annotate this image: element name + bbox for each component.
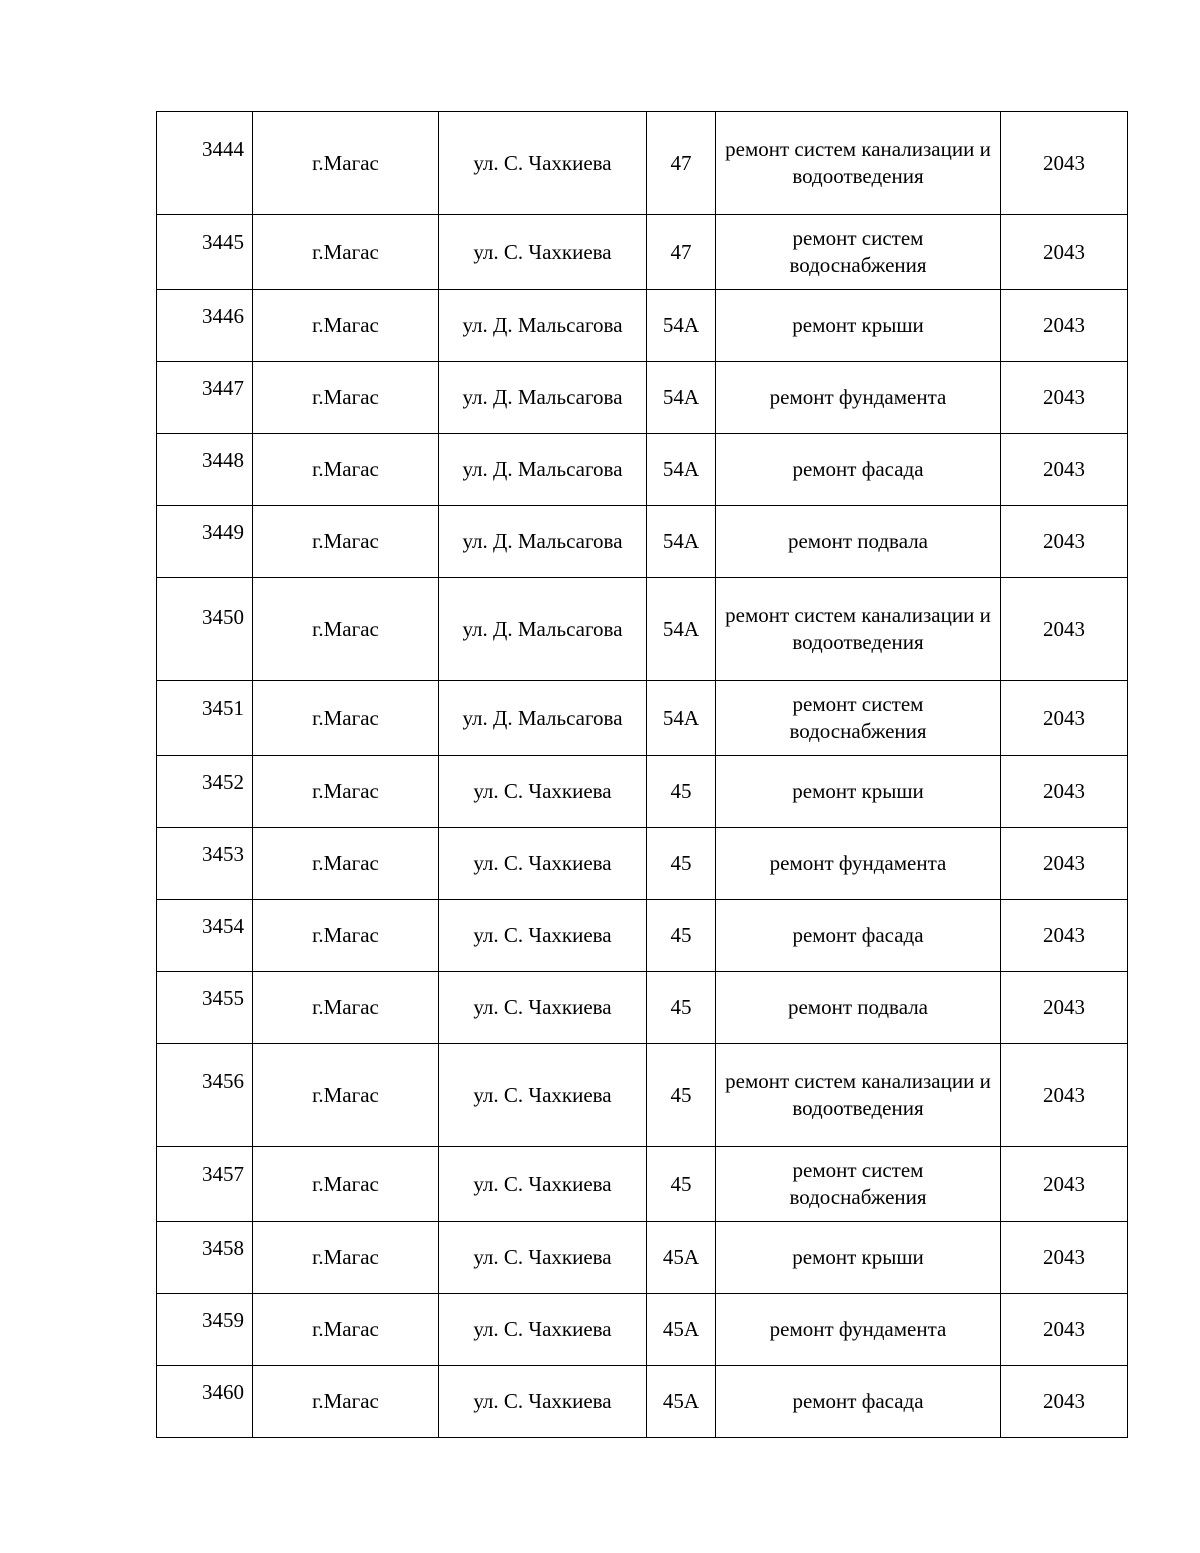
house-cell: 47 xyxy=(647,112,716,215)
table-row xyxy=(157,900,1128,972)
row-number: 3459 xyxy=(157,1294,253,1366)
row-number: 3456 xyxy=(157,1044,253,1147)
work-type-cell: ремонт систем канализации и водоотведения xyxy=(716,112,1001,215)
row-number: 3446 xyxy=(157,290,253,362)
house-cell: 45А xyxy=(647,1222,716,1294)
street-cell: ул. С. Чахкиева xyxy=(439,1366,647,1438)
street-cell: ул. С. Чахкиева xyxy=(439,1222,647,1294)
year-cell: 2043 xyxy=(1001,215,1128,290)
city-cell: г.Магас xyxy=(253,215,439,290)
work-type-cell: ремонт подвала xyxy=(716,972,1001,1044)
work-type-cell: ремонт фундамента xyxy=(716,1294,1001,1366)
city-cell: г.Магас xyxy=(253,362,439,434)
house-cell: 54А xyxy=(647,578,716,681)
year-cell: 2043 xyxy=(1001,1044,1128,1147)
row-number: 3448 xyxy=(157,434,253,506)
city-cell: г.Магас xyxy=(253,828,439,900)
year-cell: 2043 xyxy=(1001,756,1128,828)
house-cell: 54А xyxy=(647,434,716,506)
table-body xyxy=(157,112,1128,1438)
year-cell: 2043 xyxy=(1001,362,1128,434)
table-row xyxy=(157,434,1128,506)
year-cell: 2043 xyxy=(1001,1366,1128,1438)
street-cell: ул. С. Чахкиева xyxy=(439,756,647,828)
row-number: 3457 xyxy=(157,1147,253,1222)
table-row xyxy=(157,1294,1128,1366)
work-type-cell: ремонт фасада xyxy=(716,1366,1001,1438)
table-row xyxy=(157,362,1128,434)
year-cell: 2043 xyxy=(1001,578,1128,681)
table-row xyxy=(157,1044,1128,1147)
city-cell: г.Магас xyxy=(253,681,439,756)
street-cell: ул. С. Чахкиева xyxy=(439,972,647,1044)
row-number: 3447 xyxy=(157,362,253,434)
table-row xyxy=(157,828,1128,900)
street-cell: ул. Д. Мальсагова xyxy=(439,362,647,434)
city-cell: г.Магас xyxy=(253,506,439,578)
street-cell: ул. Д. Мальсагова xyxy=(439,434,647,506)
work-type-cell: ремонт фундамента xyxy=(716,362,1001,434)
work-type-cell: ремонт крыши xyxy=(716,756,1001,828)
house-cell: 54А xyxy=(647,506,716,578)
work-type-cell: ремонт фасада xyxy=(716,434,1001,506)
row-number: 3455 xyxy=(157,972,253,1044)
house-cell: 54А xyxy=(647,290,716,362)
city-cell: г.Магас xyxy=(253,1222,439,1294)
city-cell: г.Магас xyxy=(253,112,439,215)
table-row xyxy=(157,681,1128,756)
row-number: 3458 xyxy=(157,1222,253,1294)
house-cell: 45 xyxy=(647,1147,716,1222)
work-type-cell: ремонт систем водоснабжения xyxy=(716,215,1001,290)
city-cell: г.Магас xyxy=(253,1147,439,1222)
row-number: 3452 xyxy=(157,756,253,828)
year-cell: 2043 xyxy=(1001,434,1128,506)
street-cell: ул. Д. Мальсагова xyxy=(439,290,647,362)
work-type-cell: ремонт крыши xyxy=(716,1222,1001,1294)
work-type-cell: ремонт систем канализации и водоотведения xyxy=(716,1044,1001,1147)
house-cell: 45 xyxy=(647,756,716,828)
city-cell: г.Магас xyxy=(253,1366,439,1438)
house-cell: 45 xyxy=(647,972,716,1044)
row-number: 3444 xyxy=(157,112,253,215)
row-number: 3449 xyxy=(157,506,253,578)
table-row xyxy=(157,1366,1128,1438)
work-type-cell: ремонт фундамента xyxy=(716,828,1001,900)
year-cell: 2043 xyxy=(1001,112,1128,215)
street-cell: ул. С. Чахкиева xyxy=(439,900,647,972)
row-number: 3453 xyxy=(157,828,253,900)
city-cell: г.Магас xyxy=(253,756,439,828)
work-type-cell: ремонт крыши xyxy=(716,290,1001,362)
work-type-cell: ремонт систем водоснабжения xyxy=(716,1147,1001,1222)
table-row xyxy=(157,756,1128,828)
repair-schedule-table xyxy=(156,111,1128,1438)
house-cell: 45 xyxy=(647,828,716,900)
table-row xyxy=(157,506,1128,578)
row-number: 3454 xyxy=(157,900,253,972)
year-cell: 2043 xyxy=(1001,972,1128,1044)
house-cell: 45А xyxy=(647,1294,716,1366)
year-cell: 2043 xyxy=(1001,506,1128,578)
house-cell: 45 xyxy=(647,1044,716,1147)
table-row xyxy=(157,112,1128,215)
year-cell: 2043 xyxy=(1001,1294,1128,1366)
house-cell: 45А xyxy=(647,1366,716,1438)
table-row xyxy=(157,578,1128,681)
street-cell: ул. Д. Мальсагова xyxy=(439,506,647,578)
row-number: 3450 xyxy=(157,578,253,681)
table-row xyxy=(157,290,1128,362)
year-cell: 2043 xyxy=(1001,290,1128,362)
year-cell: 2043 xyxy=(1001,681,1128,756)
row-number: 3445 xyxy=(157,215,253,290)
city-cell: г.Магас xyxy=(253,1044,439,1147)
year-cell: 2043 xyxy=(1001,1222,1128,1294)
street-cell: ул. Д. Мальсагова xyxy=(439,578,647,681)
row-number: 3460 xyxy=(157,1366,253,1438)
city-cell: г.Магас xyxy=(253,900,439,972)
work-type-cell: ремонт систем водоснабжения xyxy=(716,681,1001,756)
street-cell: ул. С. Чахкиева xyxy=(439,828,647,900)
city-cell: г.Магас xyxy=(253,1294,439,1366)
house-cell: 54А xyxy=(647,362,716,434)
street-cell: ул. С. Чахкиева xyxy=(439,112,647,215)
street-cell: ул. Д. Мальсагова xyxy=(439,681,647,756)
city-cell: г.Магас xyxy=(253,290,439,362)
table-row xyxy=(157,1222,1128,1294)
house-cell: 45 xyxy=(647,900,716,972)
city-cell: г.Магас xyxy=(253,434,439,506)
year-cell: 2043 xyxy=(1001,1147,1128,1222)
work-type-cell: ремонт подвала xyxy=(716,506,1001,578)
table-row xyxy=(157,1147,1128,1222)
year-cell: 2043 xyxy=(1001,900,1128,972)
work-type-cell: ремонт фасада xyxy=(716,900,1001,972)
street-cell: ул. С. Чахкиева xyxy=(439,215,647,290)
table-row xyxy=(157,215,1128,290)
year-cell: 2043 xyxy=(1001,828,1128,900)
city-cell: г.Магас xyxy=(253,972,439,1044)
row-number: 3451 xyxy=(157,681,253,756)
street-cell: ул. С. Чахкиева xyxy=(439,1147,647,1222)
house-cell: 54А xyxy=(647,681,716,756)
house-cell: 47 xyxy=(647,215,716,290)
street-cell: ул. С. Чахкиева xyxy=(439,1294,647,1366)
street-cell: ул. С. Чахкиева xyxy=(439,1044,647,1147)
table-row xyxy=(157,972,1128,1044)
work-type-cell: ремонт систем канализации и водоотведения xyxy=(716,578,1001,681)
city-cell: г.Магас xyxy=(253,578,439,681)
